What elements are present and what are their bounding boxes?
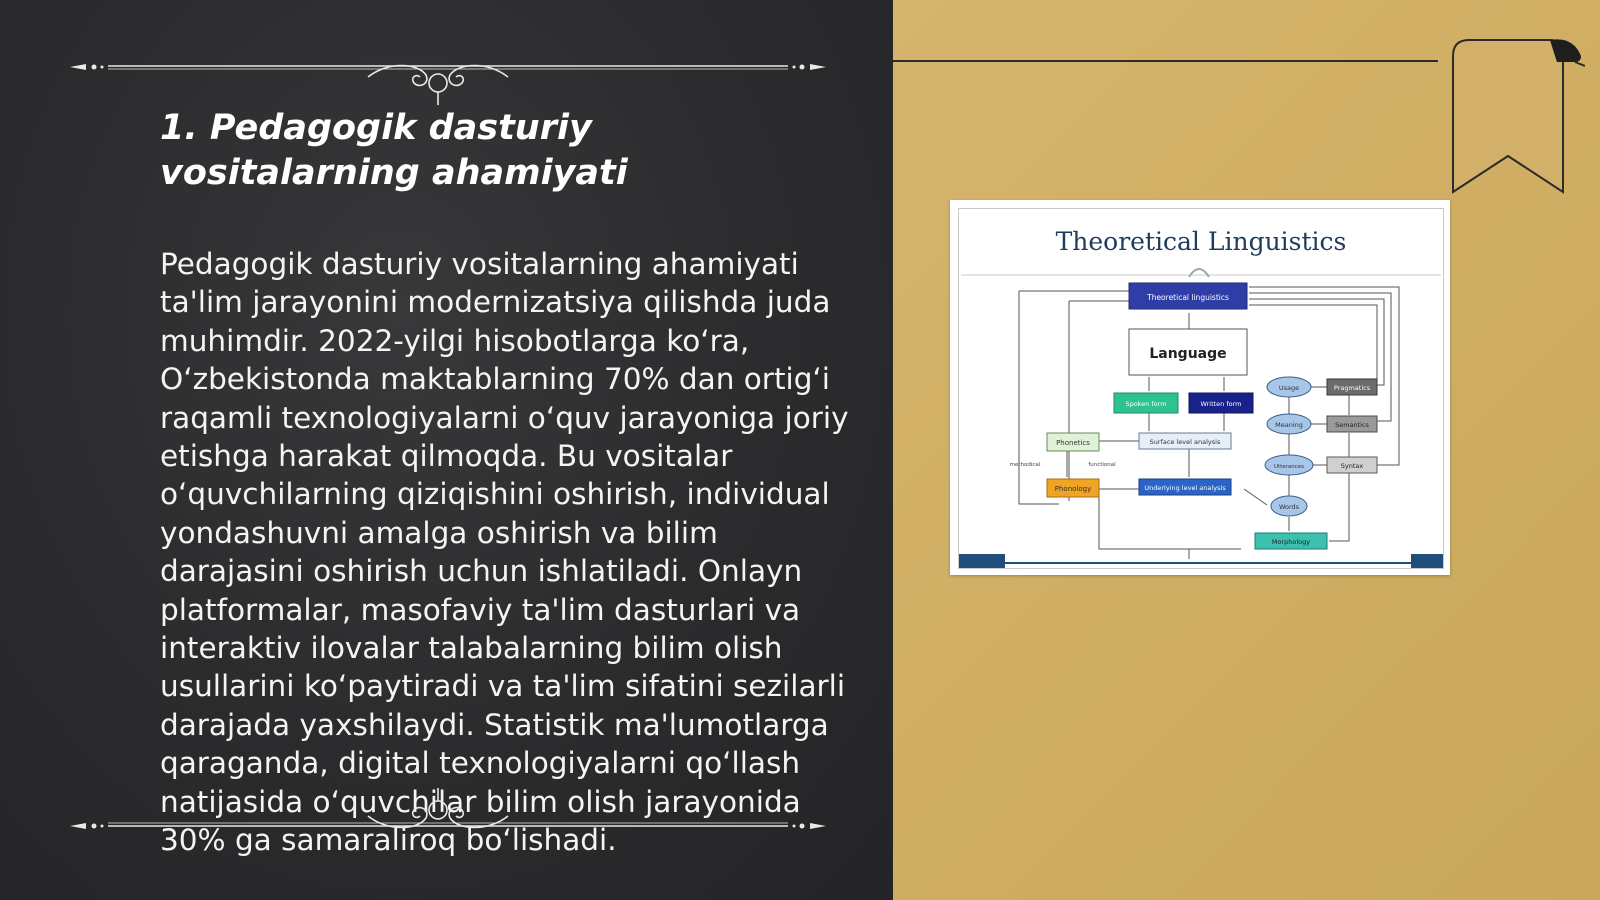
node-utterances: Utterances <box>1273 464 1305 470</box>
edge-label-left: methodical <box>1009 462 1041 468</box>
horizontal-rule <box>893 60 1438 62</box>
node-surface: Surface level analysis <box>1149 438 1221 446</box>
bottom-ornament-divider <box>68 788 828 848</box>
image-panel <box>893 0 1600 900</box>
diagram-title: Theoretical Linguistics <box>1055 227 1347 256</box>
top-ornament-divider <box>68 45 828 105</box>
node-usage: Usage <box>1278 384 1300 392</box>
linguistics-flowchart <box>959 209 1443 568</box>
node-morphology: Morphology <box>1271 538 1311 546</box>
diagram-image <box>950 200 1450 575</box>
node-spoken: Spoken form <box>1125 400 1167 408</box>
node-underlying: Underlying level analysis <box>1144 484 1226 492</box>
node-written: Written form <box>1200 400 1242 408</box>
bookmark-ribbon-icon <box>1435 36 1585 196</box>
node-phonology: Phonology <box>1054 485 1092 493</box>
diagram-canvas <box>958 208 1444 569</box>
node-words: Words <box>1278 503 1300 511</box>
edge-label-right: functional <box>1088 462 1116 468</box>
slide-title: 1. Pedagogik dasturiy vositalarning ahamiyati <box>160 108 628 193</box>
node-language: Language <box>1149 346 1227 362</box>
node-pragmatics: Pragmatics <box>1333 384 1371 392</box>
node-theoretical: Theoretical linguistics <box>1147 293 1229 302</box>
node-semantics: Semantics <box>1335 421 1369 429</box>
slide-body-text: Pedagogik dasturiy vositalarning ahamiyati ta'lim jarayonini modernizatsiya qilishda juda muhimdir. 2022-yilgi hisobotlarga ko‘ra, O‘zbekistonda maktablarning 70% dan ortig‘i raqamli texnologiyalarni o‘quv jarayoniga joriy etishga harakat qilmoqda. Bu vositalar o‘quvchilarning qiziqishini oshirish, individual yondashuvni amalga oshirish va bilim darajasini oshirish uchun ishlatiladi. Onlayn platformalar, masofaviy ta'lim dasturlari va interaktiv ilovalar talabalarning bilim olish usullarini ko‘paytiradi va ta'lim sifatini sezilarli darajada yaxshilaydi. Statistik ma'lumotlarga qaraganda, digital texnologiyalarni qo‘llash natijasida o‘quvchilar bilim olish jarayonida 30% ga samaraliroq bo‘lishadi. <box>160 247 849 858</box>
node-phonetics: Phonetics <box>1056 439 1090 447</box>
node-syntax: Syntax <box>1340 462 1364 470</box>
node-meaning: Meaning <box>1275 421 1303 429</box>
